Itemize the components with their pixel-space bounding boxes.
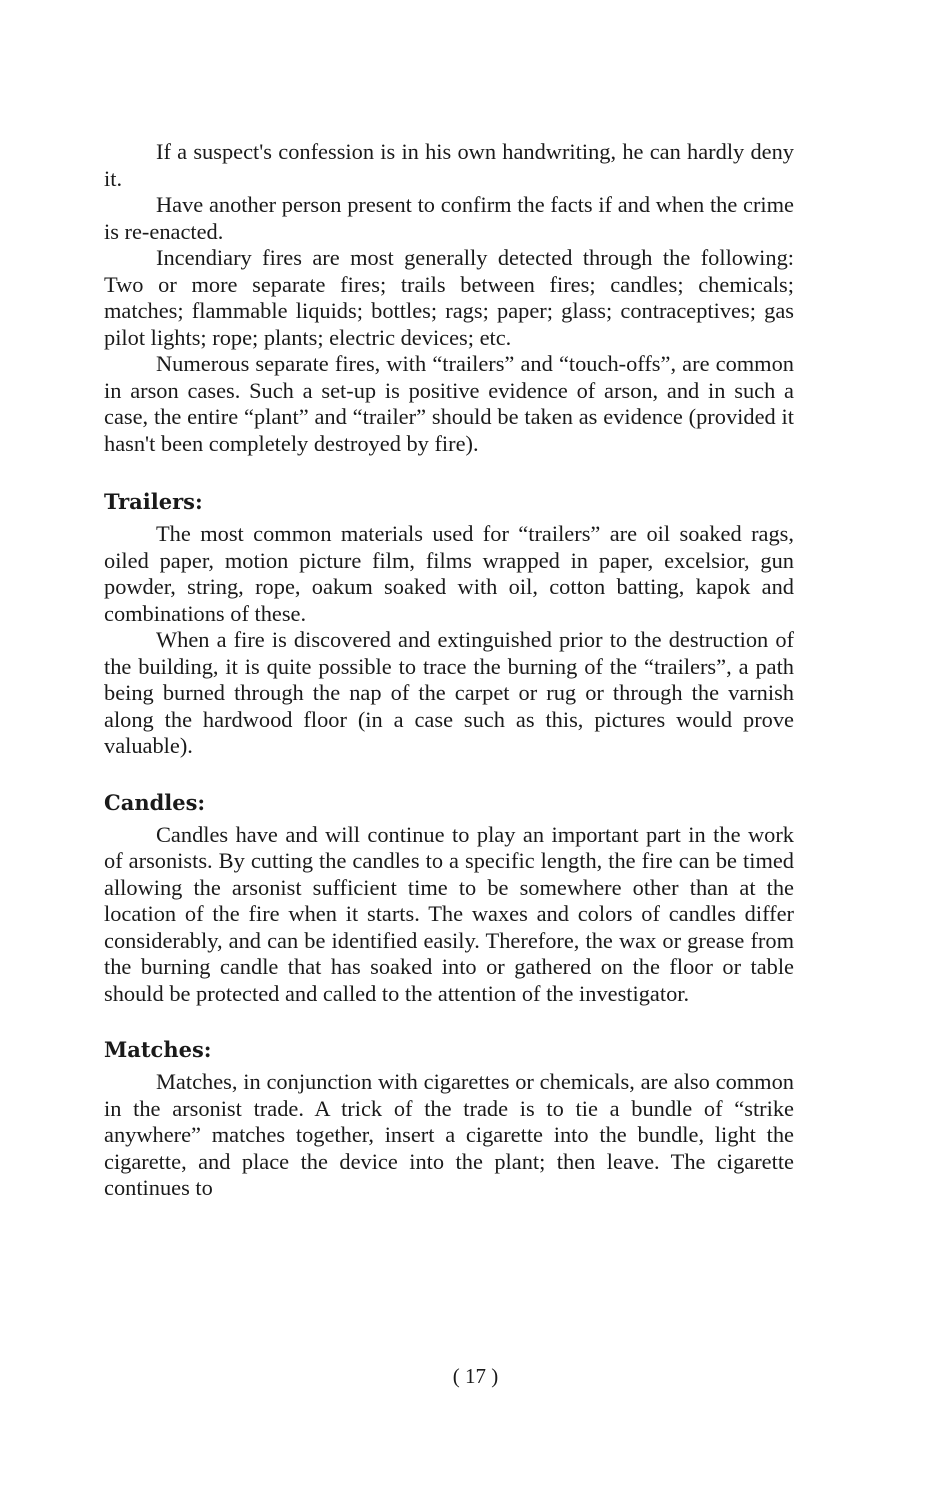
paragraph-candles: Candles have and will continue to play an important part in the work of arsonists. By cutting the candles to a specific length, the fire can be timed allowing the arsonist sufficient time to be somewhere other than at the location of the fire when it starts. The waxes and colors of candles differ considerably, and can be identified easily. Therefore, the wax or grease from the burning candle that has soaked into or gathered on the floor or table should be protected and called to the attention of the investigator.: [104, 821, 794, 1006]
paragraph-matches: Matches, in conjunction with cigarettes or chemicals, are also common in the arsonist trade. A trick of the trade is to tie a bundle of “strike anywhere” matches together, insert a cigarette into the bundle, light the cigarette, and place the device into the plant; then leave. The cigarette continues to: [104, 1069, 794, 1200]
paragraph-trailers-materials: The most common materials used for “trailers” are oil soaked rags, oiled paper, motion picture film, films wrapped in paper, excelsior, gun powder, string, rope, oakum soaked with oil, cotton batting, kapok and combinations of these.: [104, 521, 794, 626]
heading-candles: Candles:: [104, 789, 206, 815]
paragraph-confession: If a suspect's confession is in his own handwriting, he can hardly deny it.: [104, 139, 794, 191]
heading-matches: Matches:: [104, 1037, 212, 1062]
page-body: [104, 139, 794, 1202]
paragraph-incendiary-fires: Incendiary fires are most generally detected through the following: Two or more separate fires; trails between fires; candles; chemicals; matches; flammable liquids; bottles; rags; paper; glass; contraceptives; gas pilot lights; rope; plants; electric devices; etc.: [104, 245, 794, 350]
paragraph-witness: Have another person present to confirm the facts if and when the crime is re-enacted.: [104, 192, 794, 244]
paragraph-trailers-trace: When a fire is discovered and extinguished prior to the destruction of the building, it is quite possible to trace the burning of the “trailers”, a path being burned through the nap of the carpet or rug or through the varnish along the hardwood floor (in a case such as this, pictures would prove valuable).: [104, 627, 794, 758]
page-number: ( 17 ): [452, 1364, 499, 1388]
heading-trailers: Trailers:: [104, 489, 203, 514]
paragraph-separate-fires: Numerous separate fires, with “trailers” and “touch-offs”, are common in arson cases. Such a set-up is positive evidence of arson, and in such a case, the entire “plant” and “trailer” should be taken as evidence (provided it hasn't been completely destroyed by fire).: [104, 351, 794, 456]
